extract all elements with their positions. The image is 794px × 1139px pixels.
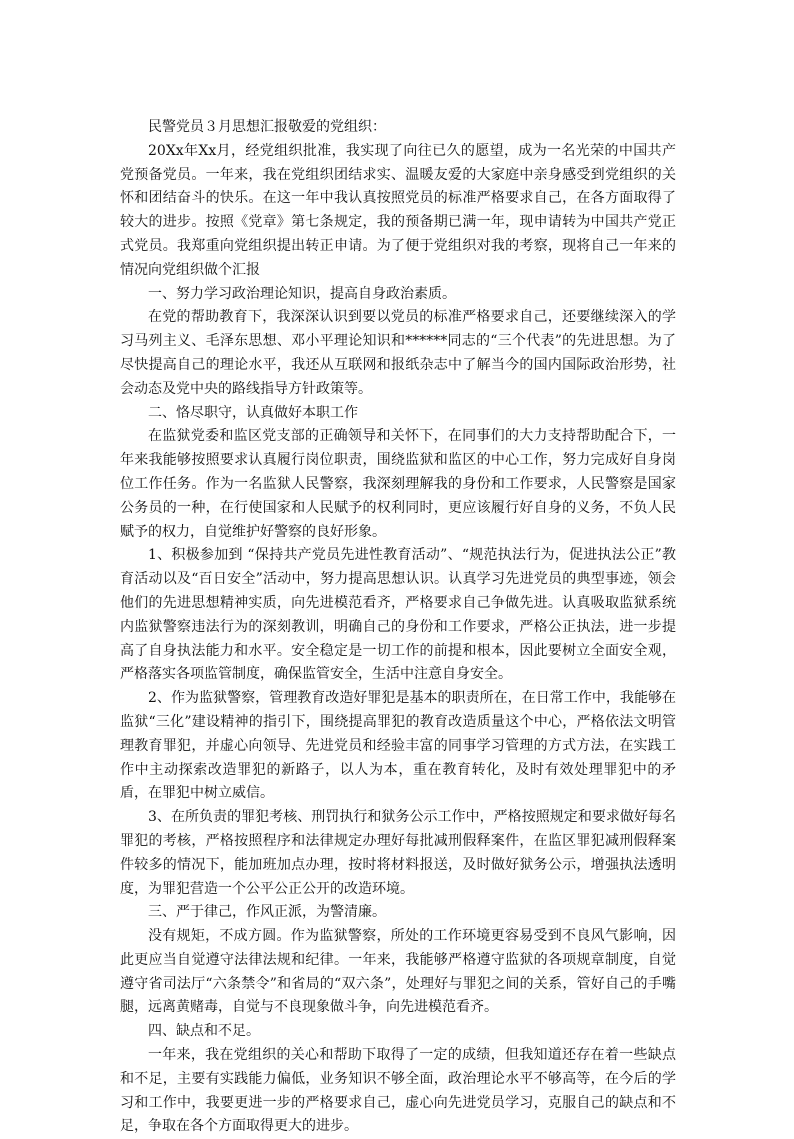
section-heading-2: 二、恪尽职守，认真做好本职工作 [148,404,358,421]
section-heading-1: 一、努力学习政治理论知识，提高自身政治素质。 [148,285,456,302]
section-heading-3: 三、严于律己，作风正派，为警清廉。 [148,904,386,921]
paragraph-intro: 20Xx年Xx月，经党组织批准，我实现了向往已久的愿望，成为一名光荣的中国共产党预备党员。一年来，我在党组织团结求实、温暖友爱的大家庭中亲身感受到党组织的关怀和团结奋斗的快乐。在这一年中我认真按照党员的标准严格要求自己，在各方面取得了较大的进步。按照《党章》第七条规定，我的预备期已满一年，现申请转为中国共产党正式党员。我郑重向党组织提出转正申请。为了便于党组织对我的考察，现将自己一年来的情况向党组织做个汇报 [120,142,676,278]
paragraph-section-1: 在党的帮助教育下，我深深认识到要以党员的标准严格要求自己，还要继续深入的学习马列主义、毛泽东思想、邓小平理论知识和******同志的“三个代表”的先进思想。为了尽快提高自己的理论水平，我还从互联网和报纸杂志中了解当今的国内国际政治形势，社会动态及党中央的路线指导方针政策等。 [120,309,676,397]
paragraph-section-3: 没有规矩，不成方圆。作为监狱警察，所处的工作环境更容易受到不良风气影响，因此更应当自觉遵守法律法规和纪律。一年来，我能够严格遵守监狱的各项规章制度，自觉遵守省司法厅“六条禁令”和省局的“双六条”，处理好与罪犯之间的关系，管好自己的手嘴腿，远离黄赌毒，自觉与不良现象做斗争，向先进模范看齐。 [120,928,676,1016]
paragraph-section-2: 在监狱党委和监区党支部的正确领导和关怀下，在同事们的大力支持帮助配合下，一年来我能够按照要求认真履行岗位职责，围绕监狱和监区的中心工作，努力完成好自身岗位工作任务。作为一名监狱人民警察，我深刻理解我的身份和工作要求，人民警察是国家公务员的一种，在行使国家和人民赋予的权利同时，更应该履行好自身的义务，不负人民赋予的权力，自觉维护好警察的良好形象。 [120,428,676,540]
document-title: 民警党员３月思想汇报敬爱的党组织： [148,119,386,135]
document-body [120,116,676,1139]
paragraph-item-2: 2、作为监狱警察，管理教育改造好罪犯是基本的职责所在，在日常工作中，我能够在监狱“三化”建设精神的指引下，围绕提高罪犯的教育改造质量这个中心，严格依法文明管理教育罪犯，并虚心向领导、先进党员和经验丰富的同事学习管理的方式方法，在实践工作中主动探索改造罪犯的新路子，以人为本，重在教育转化，及时有效处理罪犯中的矛盾，在罪犯中树立威信。 [120,690,676,802]
section-heading-4: 四、缺点和不足。 [148,1023,260,1040]
paragraph-item-1: 1、积极参加到 “保持共产党员先进性教育活动”、“规范执法行为，促进执法公正”教育活动以及“百日安全”活动中，努力提高思想认识。认真学习先进党员的典型事迹，领会他们的先进思想精神实质，向先进模范看齐，严格要求自己争做先进。认真吸取监狱系统内监狱警察违法行为的深刻教训，明确自己的身份和工作要求，严格公正执法，进一步提高了自身执法能力和水平。安全稳定是一切工作的前提和根本，因此要树立全面安全观，严格落实各项监管制度，确保监管安全，生活中注意自身安全。 [120,547,676,683]
paragraph-section-4: 一年来，我在党组织的关心和帮助下取得了一定的成绩，但我知道还存在着一些缺点和不足，主要有实践能力偏低，业务知识不够全面，政治理论水平不够高等，在今后的学习和工作中，我要更进一步的严格要求自己，虚心向先进党员学习，克服自己的缺点和不足，争取在各个方面取得更大的进步。 [120,1047,676,1135]
paragraph-item-3: 3、在所负责的罪犯考核、刑罚执行和狱务公示工作中，严格按照规定和要求做好每名罪犯的考核，严格按照程序和法律规定办理好每批减刑假释案件，在监区罪犯减刑假释案件较多的情况下，能加班加点办理，按时将材料报送，及时做好狱务公示，增强执法透明度，为罪犯营造一个公平公正公开的改造环境。 [120,809,676,897]
